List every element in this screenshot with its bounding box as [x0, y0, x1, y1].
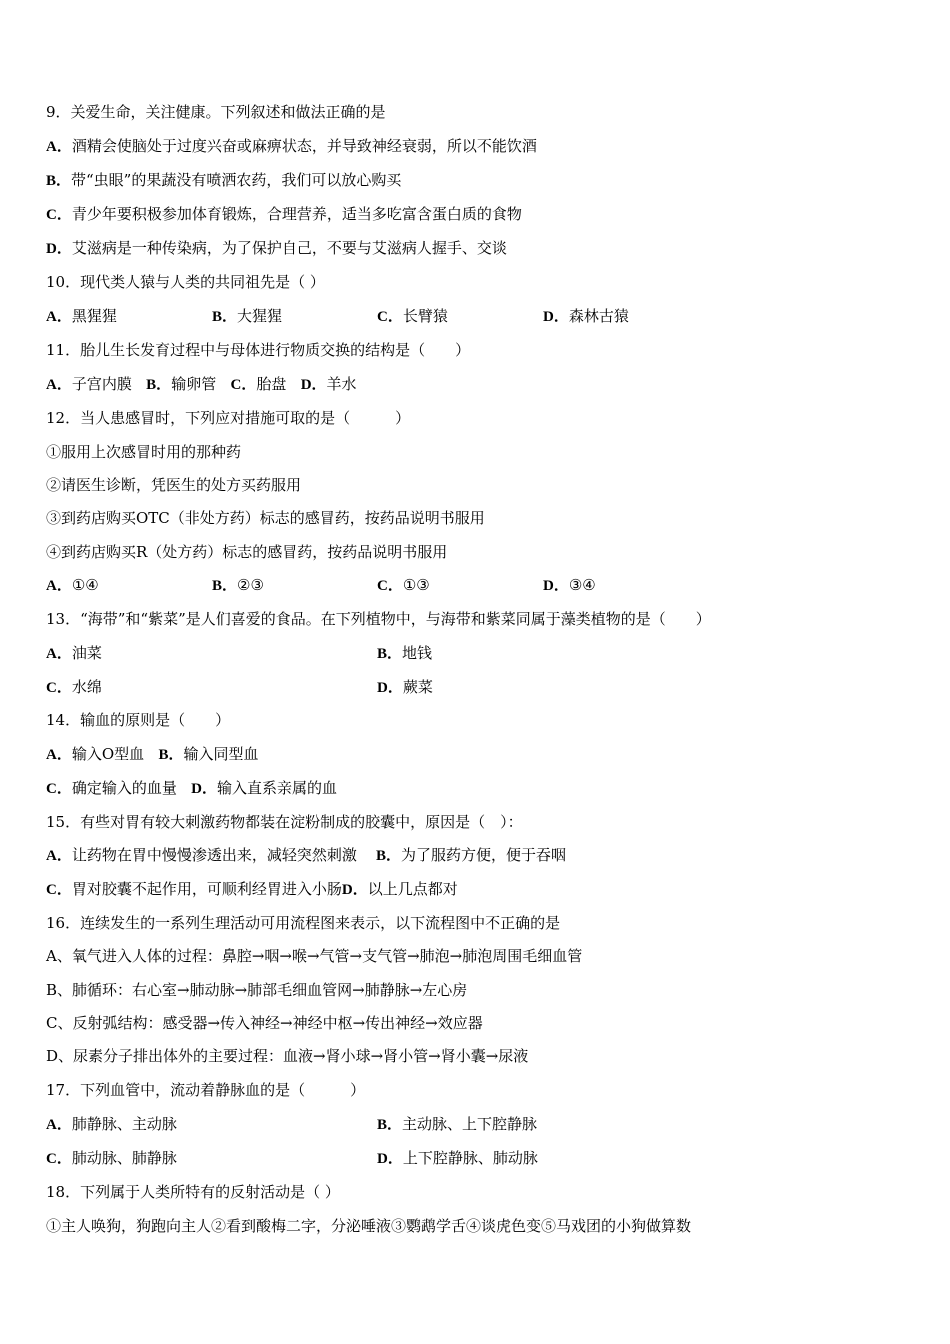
q17-option-a: A．肺静脉、主动脉: [46, 1115, 177, 1133]
q10-option-d: D．森林古猿: [543, 307, 629, 325]
q12-stem: 12．当人患感冒时，下列应对措施可取的是（ ）: [46, 409, 411, 427]
q12-statement-1: ①服用上次感冒时用的那种药: [46, 443, 242, 461]
q13-option-d: D．蕨菜: [377, 678, 433, 696]
q18-items: ①主人唤狗，狗跑向主人②看到酸梅二字，分泌唾液③鹦鹉学舌④谈虎色变⑤马戏团的小狗做算数: [46, 1217, 692, 1235]
q16-stem: 16．连续发生的一系列生理活动可用流程图来表示，以下流程图中不正确的是: [46, 914, 561, 932]
q14-options-ab: A．输入O型血 B．输入同型血: [46, 745, 259, 763]
q12-statement-2: ②请医生诊断，凭医生的处方买药服用: [46, 476, 302, 494]
q16-option-d: D、尿素分子排出体外的主要过程：血液→肾小球→肾小管→肾小囊→尿液: [46, 1047, 529, 1065]
q12-statement-3: ③到药店购买OTC（非处方药）标志的感冒药，按药品说明书服用: [46, 509, 485, 527]
q12-option-d: D．③④: [543, 576, 596, 594]
q12-statement-4: ④到药店购买R（处方药）标志的感冒药，按药品说明书服用: [46, 543, 448, 561]
q10-option-b: B．大猩猩: [212, 307, 283, 325]
q14-options-cd: C．确定输入的血量 D．输入直系亲属的血: [46, 779, 338, 797]
q17-option-c: C．肺动脉、肺静脉: [46, 1149, 177, 1167]
q18-stem: 18．下列属于人类所特有的反射活动是（ ）: [46, 1183, 340, 1201]
q9-option-d: D．艾滋病是一种传染病，为了保护自己，不要与艾滋病人握手、交谈: [46, 239, 507, 257]
q9-option-c: C．青少年要积极参加体育锻炼，合理营养，适当多吃富含蛋白质的食物: [46, 205, 522, 223]
q16-option-a: A、氧气进入人体的过程：鼻腔→咽→喉→气管→支气管→肺泡→肺泡周围毛细血管: [46, 947, 583, 965]
q17-option-b: B．主动脉、上下腔静脉: [377, 1115, 538, 1133]
q13-option-a: A．油菜: [46, 644, 102, 662]
q17-option-d: D．上下腔静脉、肺动脉: [377, 1149, 538, 1167]
q16-option-b: B、肺循环：右心室→肺动脉→肺部毛细血管网→肺静脉→左心房: [46, 981, 468, 999]
q11-stem: 11．胎儿生长发育过程中与母体进行物质交换的结构是（ ）: [46, 341, 471, 359]
q9-stem: 9．关爱生命，关注健康。下列叙述和做法正确的是: [46, 103, 386, 121]
q12-option-a: A．①④: [46, 576, 99, 594]
q14-stem: 14．输血的原则是（ ）: [46, 711, 231, 729]
q13-option-c: C．水绵: [46, 678, 102, 696]
q10-option-c: C．长臂猿: [377, 307, 448, 325]
q11-options: A．子宫内膜 B．输卵管 C．胎盘 D．羊水: [46, 375, 357, 393]
q13-stem: 13．“海带”和“紫菜”是人们喜爱的食品。在下列植物中，与海带和紫菜同属于藻类植物的是（ ）: [46, 610, 711, 628]
q10-option-a: A．黑猩猩: [46, 307, 117, 325]
q10-stem: 10．现代类人猿与人类的共同祖先是（ ）: [46, 273, 325, 291]
q9-option-b: B．带“虫眼”的果蔬没有喷洒农药，我们可以放心购买: [46, 171, 402, 189]
q15-stem: 15．有些对胃有较大刺激药物都装在淀粉制成的胶囊中，原因是（ ）：: [46, 813, 523, 831]
q9-option-a: A．酒精会使脑处于过度兴奋或麻痹状态，并导致神经衰弱，所以不能饮酒: [46, 137, 537, 155]
q16-option-c: C、反射弧结构：感受器→传入神经→神经中枢→传出神经→效应器: [46, 1014, 483, 1032]
q13-option-b: B．地钱: [377, 644, 433, 662]
q12-option-c: C．①③: [377, 576, 430, 594]
q15-options-cd: C．胃对胶囊不起作用，可顺利经胃进入小肠D．以上几点都对: [46, 880, 458, 898]
q17-stem: 17．下列血管中，流动着静脉血的是（ ）: [46, 1081, 366, 1099]
q12-option-b: B．②③: [212, 576, 264, 594]
q15-options-ab: A．让药物在胃中慢慢渗透出来，减轻突然刺激 B．为了服药方便，便于吞咽: [46, 846, 566, 864]
